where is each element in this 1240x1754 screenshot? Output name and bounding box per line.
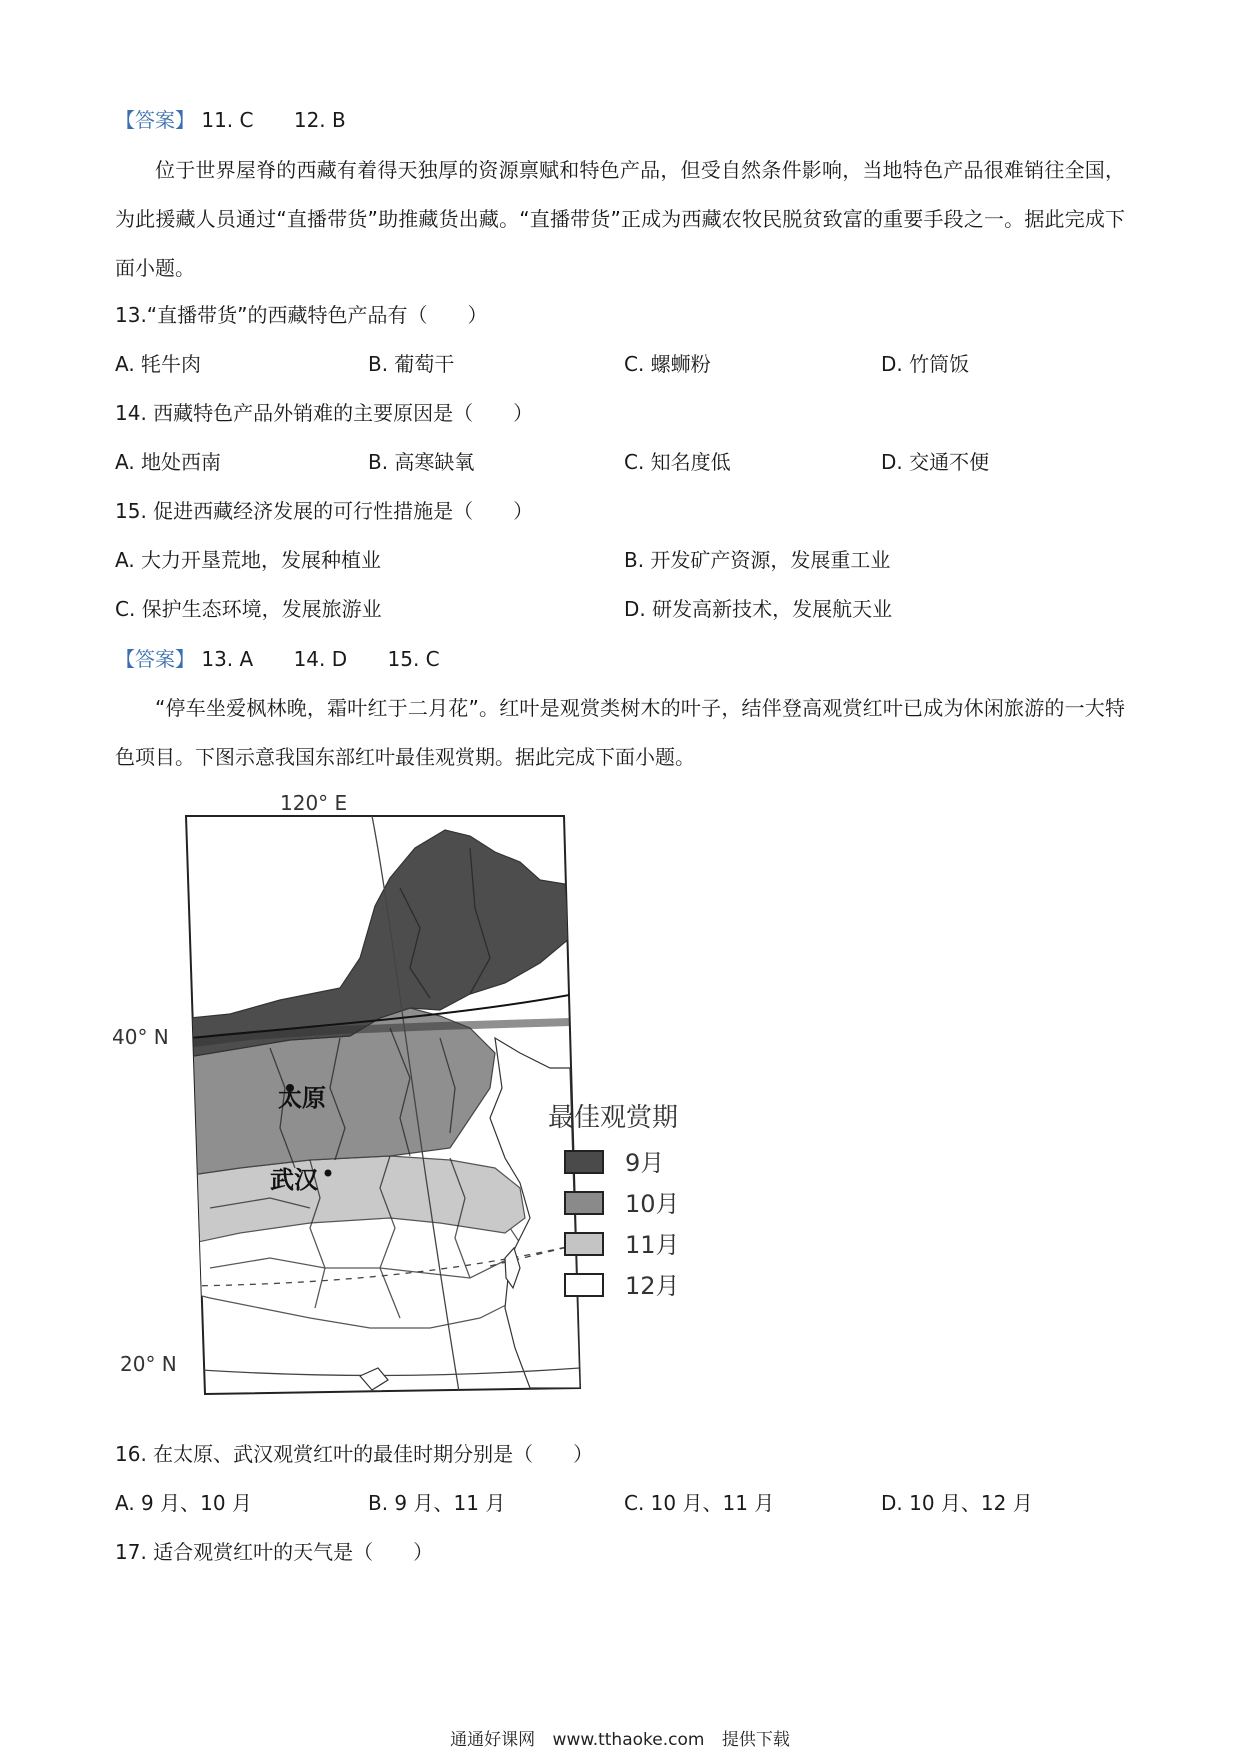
question-14-option-c: C. 知名度低 [624,450,731,474]
question-14-stem: 14. 西藏特色产品外销难的主要原因是（ ） [115,401,534,425]
question-15-stem: 15. 促进西藏经济发展的可行性措施是（ ） [115,499,534,523]
question-15-option-a: A. 大力开垦荒地，发展种植业 [115,548,382,572]
question-17-stem: 17. 适合观赏红叶的天气是（ ） [115,1540,434,1564]
lat-label-40n: 40° N [112,1025,169,1049]
red-leaf-viewing-map [110,788,790,1408]
answer-item: 12. B [293,108,346,132]
question-16-option-c: C. 10 月、11 月 [624,1491,775,1515]
legend-label: 12月 [625,1272,680,1300]
legend-swatch [565,1233,603,1255]
footer-url[interactable]: www.tthaoke.com [552,1730,705,1750]
question-14-option-a: A. 地处西南 [115,450,222,474]
footer-site: 通通好课网 [450,1730,536,1750]
question-16-option-a: A. 9 月、10 月 [115,1491,252,1515]
answer-line-1 [115,107,380,133]
answer-tag: 【答案】 [115,108,195,132]
legend-label: 11月 [625,1231,680,1259]
question-13-option-c: C. 螺蛳粉 [624,352,711,376]
answer-item: 14. D [293,647,348,671]
wuhan-dot [325,1170,332,1177]
answer-item: 13. A [201,647,254,671]
answer-item: 11. C [201,108,254,132]
question-13-option-d: D. 竹筒饭 [881,352,970,376]
question-15-option-b: B. 开发矿产资源，发展重工业 [624,548,891,572]
answer-line-2 [115,646,474,672]
lon-label-120e: 120° E [280,791,348,815]
answer-tag: 【答案】 [115,647,195,671]
legend-title: 最佳观赏期 [548,1103,679,1133]
legend-swatch [565,1274,603,1296]
passage-red-leaves: “停车坐爱枫林晚，霜叶红于二月花”。红叶是观赏类树木的叶子，结伴登高观赏红叶已成为休闲旅游的一大特色项目。下图示意我国东部红叶最佳观赏期。据此完成下面小题。 [115,696,1125,769]
question-13-option-b: B. 葡萄干 [368,352,455,376]
city-label-wuhan: 武汉 [270,1166,318,1194]
question-14-option-d: D. 交通不便 [881,450,990,474]
question-16-option-d: D. 10 月、12 月 [881,1491,1033,1515]
question-16-option-b: B. 9 月、11 月 [368,1491,506,1515]
question-13-stem: 13.“直播带货”的西藏特色产品有（ ） [115,303,488,327]
footer-note: 提供下载 [721,1730,790,1750]
lat-label-20n: 20° N [120,1352,177,1376]
question-15-option-d: D. 研发高新技术，发展航天业 [624,597,893,621]
question-13-option-a: A. 牦牛肉 [115,352,202,376]
question-15-option-c: C. 保护生态环境，发展旅游业 [115,597,382,621]
legend-label: 10月 [625,1190,680,1218]
city-label-taiyuan: 太原 [278,1084,326,1112]
question-14-option-b: B. 高寒缺氧 [368,450,475,474]
legend-swatch [565,1192,603,1214]
legend-swatch [565,1151,603,1173]
answer-item: 15. C [387,647,440,671]
passage-tibet: 位于世界屋脊的西藏有着得天独厚的资源禀赋和特色产品，但受自然条件影响，当地特色产品很难销往全国，为此援藏人员通过“直播带货”助推藏货出藏。“直播带货”正成为西藏农牧民脱贫致富的重要手段之一。据此完成下面小题。 [115,158,1125,280]
question-16-stem: 16. 在太原、武汉观赏红叶的最佳时期分别是（ ） [115,1442,594,1466]
legend-label: 9月 [625,1149,665,1177]
page-footer [0,1725,1240,1750]
